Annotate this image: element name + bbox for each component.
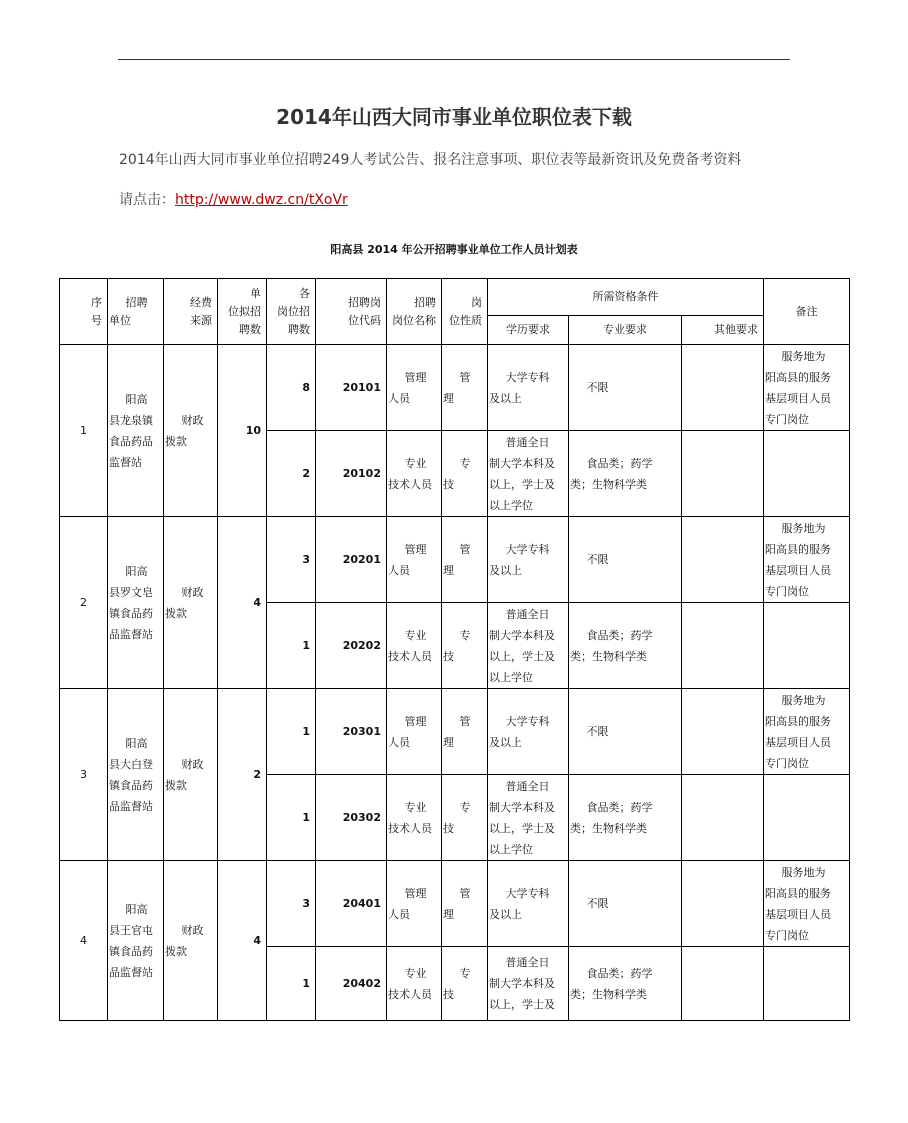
cell-remark: 服务地为 阳高县的服务 基层项目人员 专门岗位 [764,517,850,603]
cell-funding: 财政 拨款 [164,345,218,517]
cell-code: 20101 [316,345,387,431]
header-qualifications: 所需资格条件 [488,279,764,316]
cell-major: 食品类；药学 类；生物科学类 [569,947,682,1021]
cell-nature: 专 技 [442,947,488,1021]
cell-code: 20302 [316,775,387,861]
cell-post-count: 2 [267,431,316,517]
cell-unit-count: 10 [218,345,267,517]
cell-post-count: 8 [267,345,316,431]
cell-remark: 服务地为 阳高县的服务 基层项目人员 专门岗位 [764,861,850,947]
cell-remark: 服务地为 阳高县的服务 基层项目人员 专门岗位 [764,345,850,431]
cell-major: 食品类；药学 类；生物科学类 [569,603,682,689]
cell-unit-count: 4 [218,517,267,689]
cell-other [682,517,764,603]
cell-post-name: 专业 技术人员 [387,775,442,861]
cell-post-name: 专业 技术人员 [387,603,442,689]
header-code: 招聘岗 位代码 [316,279,387,345]
cell-remark [764,431,850,517]
cell-nature: 管 理 [442,861,488,947]
cell-post-count: 1 [267,603,316,689]
cell-post-count: 1 [267,689,316,775]
cell-code: 20201 [316,517,387,603]
cell-code: 20301 [316,689,387,775]
cell-remark: 服务地为 阳高县的服务 基层项目人员 专门岗位 [764,689,850,775]
table-row [60,345,850,431]
cell-unit: 阳高 县罗文皂 镇食品药 品监督站 [108,517,164,689]
cell-nature: 管 理 [442,345,488,431]
cell-major: 不限 [569,517,682,603]
cell-other [682,689,764,775]
cell-other [682,431,764,517]
cell-code: 20102 [316,431,387,517]
top-rule [118,59,790,60]
cell-code: 20402 [316,947,387,1021]
link-line [119,189,348,209]
cell-education: 大学专科 及以上 [488,861,569,947]
cell-unit: 阳高 县王官屯 镇食品药 品监督站 [108,861,164,1021]
cell-remark [764,775,850,861]
cell-other [682,603,764,689]
download-link[interactable]: http://www.dwz.cn/tXoVr [175,192,348,208]
cell-seq: 1 [60,345,108,517]
table-row [60,861,850,947]
cell-education: 普通全日 制大学本科及 以上，学士及 [488,947,569,1021]
cell-post-count: 3 [267,861,316,947]
cell-nature: 管 理 [442,517,488,603]
cell-post-name: 管理 人员 [387,861,442,947]
cell-code: 20401 [316,861,387,947]
cell-education: 大学专科 及以上 [488,345,569,431]
cell-post-name: 管理 人员 [387,345,442,431]
cell-nature: 专 技 [442,603,488,689]
cell-post-name: 专业 技术人员 [387,947,442,1021]
cell-post-name: 专业 技术人员 [387,431,442,517]
header-remark: 备注 [764,279,850,345]
cell-education: 普通全日 制大学本科及 以上，学士及 以上学位 [488,431,569,517]
table-row [60,517,850,603]
cell-remark [764,947,850,1021]
cell-education: 大学专科 及以上 [488,517,569,603]
cell-funding: 财政 拨款 [164,861,218,1021]
cell-funding: 财政 拨款 [164,517,218,689]
cell-unit-count: 4 [218,861,267,1021]
cell-post-name: 管理 人员 [387,689,442,775]
page-title: 2014年山西大同市事业单位职位表下载 [276,105,632,129]
header-other: 其他要求 [682,316,764,345]
cell-nature: 专 技 [442,431,488,517]
cell-major: 食品类；药学 类；生物科学类 [569,431,682,517]
cell-remark [764,603,850,689]
header-post-count: 各 岗位招 聘数 [267,279,316,345]
table-title: 阳高县 2014 年公开招聘事业单位工作人员计划表 [330,243,578,256]
cell-other [682,947,764,1021]
cell-post-count: 3 [267,517,316,603]
header-major: 专业要求 [569,316,682,345]
cell-education: 普通全日 制大学本科及 以上，学士及 以上学位 [488,775,569,861]
header-unit: 招聘 单位 [108,279,164,345]
header-seq: 序 号 [60,279,108,345]
cell-major: 不限 [569,689,682,775]
cell-unit: 阳高 县大白登 镇食品药 品监督站 [108,689,164,861]
cell-code: 20202 [316,603,387,689]
recruitment-plan-table [59,278,850,1021]
cell-post-count: 1 [267,947,316,1021]
cell-nature: 专 技 [442,775,488,861]
header-unit-count: 单 位拟招 聘数 [218,279,267,345]
table-row [60,689,850,775]
cell-seq: 4 [60,861,108,1021]
header-post-name: 招聘 岗位名称 [387,279,442,345]
cell-major: 不限 [569,345,682,431]
cell-other [682,345,764,431]
cell-nature: 管 理 [442,689,488,775]
cell-major: 不限 [569,861,682,947]
cell-post-count: 1 [267,775,316,861]
cell-other [682,775,764,861]
cell-other [682,861,764,947]
cell-major: 食品类；药学 类；生物科学类 [569,775,682,861]
subtitle: 2014年山西大同市事业单位招聘249人考试公告、报名注意事项、职位表等最新资讯及免费备考资料 [119,152,742,168]
link-prefix: 请点击： [119,192,175,208]
cell-unit-count: 2 [218,689,267,861]
cell-education: 普通全日 制大学本科及 以上，学士及 以上学位 [488,603,569,689]
cell-education: 大学专科 及以上 [488,689,569,775]
header-funding: 经费 来源 [164,279,218,345]
header-education: 学历要求 [488,316,569,345]
cell-seq: 2 [60,517,108,689]
header-nature: 岗 位性质 [442,279,488,345]
cell-post-name: 管理 人员 [387,517,442,603]
cell-funding: 财政 拨款 [164,689,218,861]
cell-unit: 阳高 县龙泉镇 食品药品 监督站 [108,345,164,517]
cell-seq: 3 [60,689,108,861]
